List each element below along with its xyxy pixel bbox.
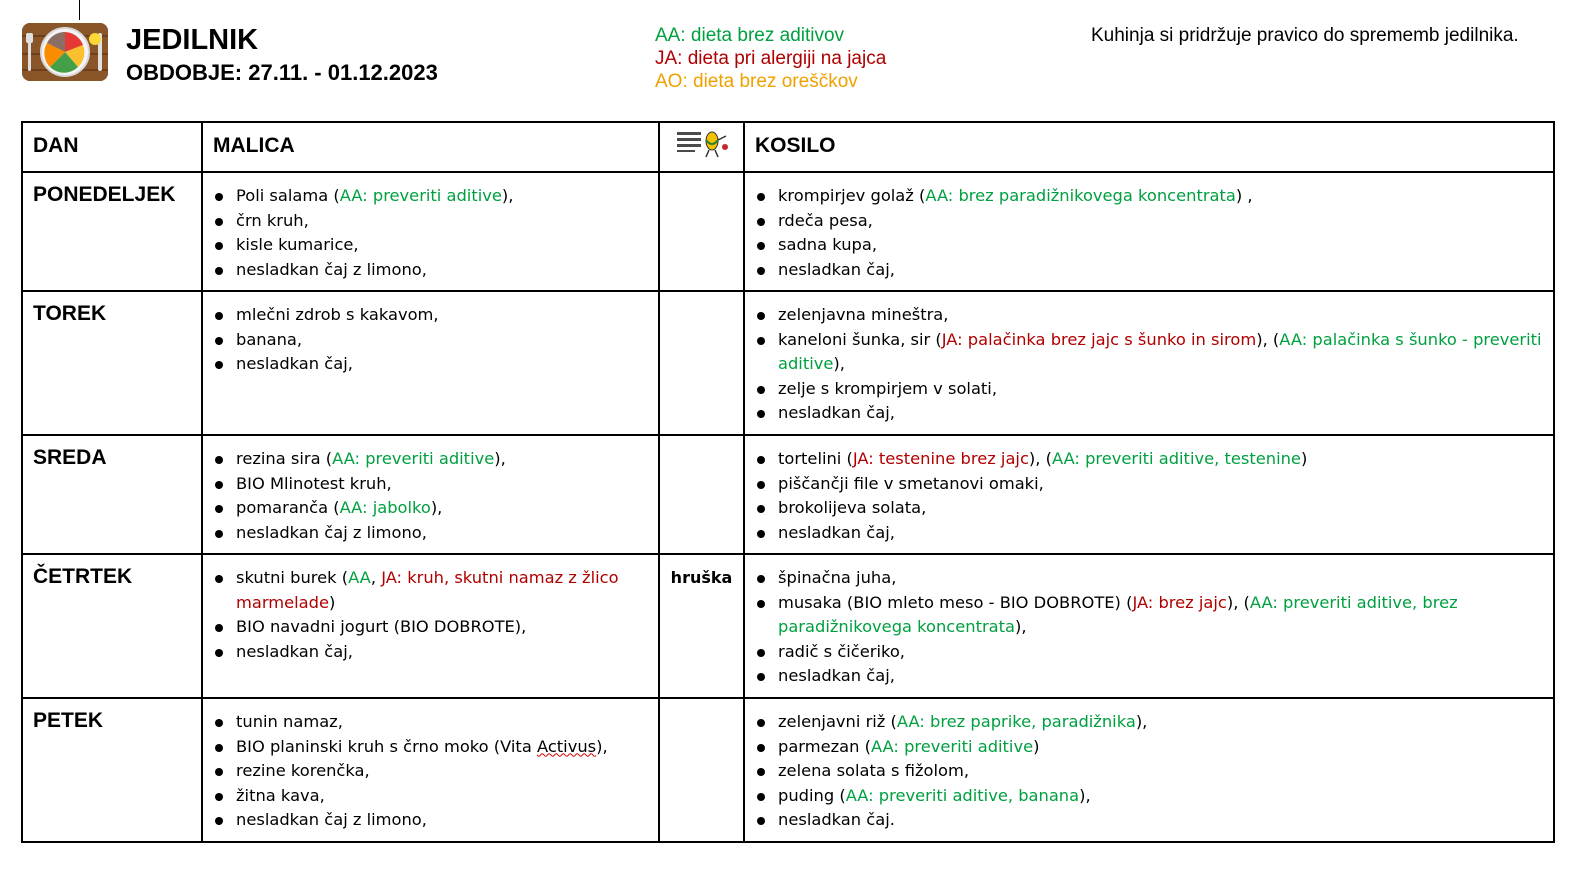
lunch-item: [755, 521, 1543, 546]
legend-ao: AO: dieta brez oreščkov: [655, 71, 858, 92]
menu-text: ), (: [1226, 592, 1250, 612]
aa-diet-note: AA: preveriti aditive: [870, 736, 1034, 756]
legend-aa: AA: dieta brez aditivov: [655, 25, 845, 46]
aa-diet-note: AA: preveriti aditive, brez paradižnikovega koncentrata: [778, 592, 1458, 637]
menu-text: nesladkan čaj z limono,: [236, 810, 427, 830]
aa-diet-note: AA: preveriti aditive: [339, 186, 502, 205]
menu-text: radič s čičeriko,: [778, 641, 905, 661]
lunch-item: [755, 258, 1543, 283]
kitchen-notice: Kuhinja si pridržuje pravico do sprememb jedilnika.: [1091, 25, 1519, 46]
lunch-item: [755, 496, 1543, 521]
fruit-cell: [659, 291, 744, 435]
fruit-cell: [659, 435, 744, 554]
menu-text: rezina sira (: [236, 449, 333, 468]
aa-diet-note: AA: preveriti aditive, banana: [845, 785, 1080, 805]
aa-diet-note: AA: preveriti aditive: [332, 449, 495, 468]
snack-item: [213, 710, 648, 735]
lunch-item: [755, 640, 1543, 665]
lunch-list: [745, 699, 1553, 833]
fruit-cell: [659, 172, 744, 291]
school-scheme-icon: [676, 128, 728, 158]
menu-text: ): [328, 592, 336, 612]
fruit-cell: [659, 698, 744, 842]
lunch-item: [755, 328, 1543, 377]
lunch-list: [745, 292, 1553, 426]
lunch-item: [755, 566, 1543, 591]
menu-text: puding (: [778, 785, 846, 805]
menu-text: ): [1033, 736, 1040, 756]
snack-item: [213, 352, 648, 377]
menu-text: nesladkan čaj,: [778, 522, 895, 542]
menu-text: zelje s krompirjem v solati,: [778, 378, 998, 398]
lunch-item: [755, 401, 1543, 426]
menu-text: ),: [501, 186, 514, 205]
menu-text: Poli salama (: [236, 186, 340, 205]
menu-text: ), (: [1256, 329, 1280, 349]
lunch-item: [755, 447, 1543, 472]
menu-text: banana,: [236, 329, 303, 349]
lunch-cell: [744, 435, 1554, 554]
menu-text: mlečni zdrob s kakavom,: [236, 305, 439, 324]
menu-text: ),: [430, 498, 443, 518]
lunch-list: [745, 555, 1553, 689]
snack-item: [213, 184, 648, 209]
fruit-cell: hruška: [659, 554, 744, 698]
menu-text: BIO planinski kruh s črno moko (Vita: [236, 736, 537, 756]
lunch-item: [755, 233, 1543, 258]
aa-diet-note: AA: jabolko: [339, 498, 431, 518]
menu-text: tunin namaz,: [236, 712, 343, 731]
lunch-item: [755, 591, 1543, 640]
day-name: PONEDELJEK: [22, 172, 202, 291]
menu-text: zelenjavna mineštra,: [778, 305, 949, 324]
menu-text: ),: [833, 354, 845, 374]
aa-diet-note: AA: preveriti aditive, testenine: [1051, 449, 1301, 468]
lunch-item: [755, 664, 1543, 689]
lunch-item: [755, 472, 1543, 497]
lunch-cell: [744, 698, 1554, 842]
column-snack: MALICA: [202, 122, 659, 172]
snack-cell: [202, 554, 659, 698]
snack-cell: [202, 172, 659, 291]
snack-item: [213, 640, 648, 665]
menu-text: musaka (BIO mleto meso - BIO DOBROTE) (: [778, 592, 1133, 612]
menu-text: ),: [494, 449, 506, 468]
lunch-list: [745, 173, 1553, 282]
diet-legend: [655, 24, 886, 93]
menu-text: ),: [596, 736, 608, 756]
day-name: ČETRTEK: [22, 554, 202, 698]
lunch-item: [755, 209, 1543, 234]
menu-text: nesladkan čaj z limono,: [236, 522, 427, 542]
column-day: DAN: [22, 122, 202, 172]
snack-item: [213, 615, 648, 640]
snack-item: [213, 209, 648, 234]
aa-diet-note: AA: brez paprike, paradižnika: [896, 712, 1136, 731]
snack-item: [213, 735, 648, 760]
menu-text: zelenjavni riž (: [778, 712, 897, 731]
snack-cell: [202, 698, 659, 842]
day-name: SREDA: [22, 435, 202, 554]
menu-text: brokolijeva solata,: [778, 498, 927, 518]
menu-text: krompirjev golaž (: [778, 186, 926, 205]
menu-text: rdeča pesa,: [778, 210, 873, 230]
snack-item: [213, 303, 648, 328]
menu-text: pomaranča (: [236, 498, 340, 518]
menu-text: sadna kupa,: [778, 235, 877, 255]
menu-row: [22, 698, 1554, 842]
lunch-item: [755, 184, 1543, 209]
lunch-item: [755, 303, 1543, 328]
page-title: JEDILNIK: [126, 24, 259, 56]
aa-diet-note: AA: palačinka s šunko - preveriti aditive: [778, 329, 1542, 374]
snack-item: [213, 447, 648, 472]
ja-diet-note: JA: kruh, skutni namaz z žlico marmelade: [236, 568, 619, 612]
spellcheck-word: Activus: [536, 736, 597, 756]
menu-row: [22, 435, 1554, 554]
snack-item: [213, 566, 648, 615]
menu-text: piščančji file v smetanovi omaki,: [778, 473, 1044, 493]
menu-row: [22, 554, 1554, 698]
snack-item: [213, 233, 648, 258]
lunch-cell: [744, 554, 1554, 698]
menu-header-row: [22, 122, 1554, 172]
lunch-list: [745, 436, 1553, 545]
menu-text: zelena solata s fižolom,: [778, 761, 969, 781]
snack-item: [213, 496, 648, 521]
menu-text: rezine korenčka,: [236, 761, 370, 781]
aa-diet-note: AA: brez paradižnikovega koncentrata: [925, 186, 1236, 205]
menu-text: nesladkan čaj.: [778, 810, 895, 830]
menu-table: [21, 121, 1555, 843]
menu-text: ): [1300, 449, 1308, 468]
snack-item: [213, 808, 648, 833]
menu-text: nesladkan čaj,: [236, 641, 353, 661]
lunch-item: [755, 710, 1543, 735]
menu-text: nesladkan čaj z limono,: [236, 259, 427, 279]
text-cursor-line: [79, 0, 80, 20]
snack-item: [213, 258, 648, 283]
menu-text: ),: [1079, 785, 1091, 805]
menu-text: ),: [1015, 617, 1027, 637]
menu-text: ,: [370, 568, 382, 587]
menu-row: [22, 172, 1554, 291]
column-lunch: KOSILO: [744, 122, 1554, 172]
snack-item: [213, 521, 648, 546]
plate-icon: [22, 23, 108, 81]
menu-text: špinačna juha,: [778, 568, 897, 587]
menu-text: kisle kumarice,: [236, 235, 359, 255]
menu-text: parmezan (: [778, 736, 871, 756]
lunch-item: [755, 759, 1543, 784]
snack-item: [213, 759, 648, 784]
menu-text: ), (: [1028, 449, 1052, 468]
snack-item: [213, 784, 648, 809]
snack-cell: [202, 435, 659, 554]
menu-text: črn kruh,: [236, 210, 309, 230]
lunch-cell: [744, 291, 1554, 435]
menu-text: nesladkan čaj,: [778, 403, 895, 423]
menu-text: BIO navadni jogurt (BIO DOBROTE),: [236, 617, 527, 637]
menu-row: [22, 291, 1554, 435]
snack-cell: [202, 291, 659, 435]
legend-ja: JA: dieta pri alergiji na jajca: [655, 48, 887, 69]
snack-list: [203, 173, 658, 282]
lunch-item: [755, 808, 1543, 833]
day-name: TOREK: [22, 291, 202, 435]
menu-text: ),: [1135, 712, 1148, 731]
menu-text: skutni burek (: [236, 568, 349, 587]
menu-text: kaneloni šunka, sir (: [778, 329, 942, 349]
period-label: OBDOBJE: 27.11. - 01.12.2023: [126, 60, 438, 85]
menu-text: žitna kava,: [236, 785, 325, 805]
menu-text: nesladkan čaj,: [778, 259, 895, 279]
snack-item: [213, 472, 648, 497]
menu-text: BIO Mlinotest kruh,: [236, 473, 392, 493]
column-fruit: [659, 122, 744, 172]
snack-list: [203, 436, 658, 545]
snack-item: [213, 328, 648, 353]
lunch-item: [755, 784, 1543, 809]
snack-list: [203, 699, 658, 833]
lunch-item: [755, 377, 1543, 402]
lunch-item: [755, 735, 1543, 760]
menu-text: tortelini (: [778, 449, 853, 468]
ja-diet-note: JA: testenine brez jajc: [852, 449, 1029, 468]
menu-text: ) ,: [1235, 186, 1253, 205]
snack-list: [203, 555, 658, 664]
aa-diet-note: AA: [348, 568, 371, 587]
menu-text: nesladkan čaj,: [778, 666, 895, 686]
ja-diet-note: JA: brez jajc: [1132, 592, 1227, 612]
menu-text: nesladkan čaj,: [236, 354, 353, 374]
lunch-cell: [744, 172, 1554, 291]
snack-list: [203, 292, 658, 377]
day-name: PETEK: [22, 698, 202, 842]
ja-diet-note: JA: palačinka brez jajc s šunko in sirom: [941, 329, 1257, 349]
